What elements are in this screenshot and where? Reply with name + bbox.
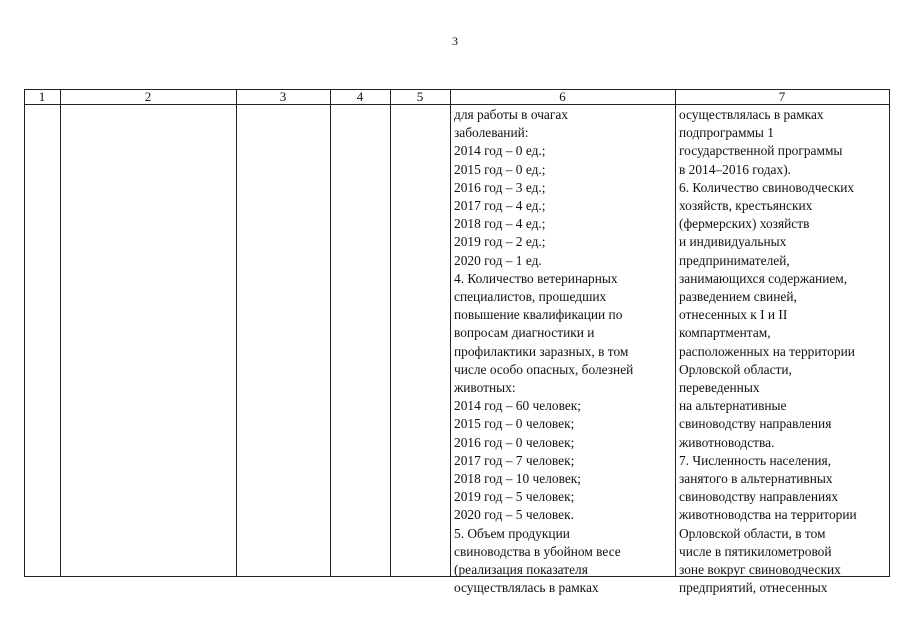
text-line: отнесенных к I и II xyxy=(679,307,788,323)
text-line: 6. Количество свиноводческих xyxy=(679,179,855,195)
text-line: Орловской области, в том xyxy=(679,525,826,541)
text-line: животных: xyxy=(454,380,516,396)
text-line: 2019 год – 2 ед.; xyxy=(454,234,546,250)
page-number: 3 xyxy=(452,34,458,48)
text-line: заболеваний: xyxy=(454,125,529,141)
column-border xyxy=(390,90,391,576)
text-line: вопросам диагностики и xyxy=(454,325,595,341)
text-line: 2019 год – 5 человек; xyxy=(454,489,575,505)
text-line: 2016 год – 0 человек; xyxy=(454,434,575,450)
text-line: Орловской области, xyxy=(679,361,792,377)
text-line: для работы в очагах xyxy=(454,107,568,122)
text-line: и индивидуальных xyxy=(679,234,787,250)
text-line: 2018 год – 10 человек; xyxy=(454,471,582,487)
column-border xyxy=(675,90,676,576)
column-header-4: 4 xyxy=(356,89,364,104)
text-line: числе особо опасных, болезней xyxy=(454,361,634,377)
text-line: животноводства на территории xyxy=(679,507,857,523)
column-header-7: 7 xyxy=(778,89,786,104)
text-line: 2014 год – 0 ед.; xyxy=(454,143,546,159)
column-border xyxy=(236,90,237,576)
text-line: 4. Количество ветеринарных xyxy=(454,270,618,286)
column-border xyxy=(60,90,61,576)
text-line: 2015 год – 0 человек; xyxy=(454,416,575,432)
text-line: специалистов, прошедших xyxy=(454,289,607,305)
column-header-2: 2 xyxy=(144,89,152,104)
text-line: занятого в альтернативных xyxy=(679,471,833,487)
text-line: повышение квалификации по xyxy=(454,307,623,323)
text-line: осуществлялась в рамках xyxy=(454,580,599,596)
text-line: предприятий, отнесенных xyxy=(679,580,828,596)
text-line: расположенных на территории xyxy=(679,343,855,359)
text-line: 2020 год – 1 ед. xyxy=(454,252,542,268)
column-6-text xyxy=(454,106,633,597)
text-line: животноводства. xyxy=(679,434,775,450)
text-line: числе в пятикилометровой xyxy=(679,543,832,559)
text-line: государственной программы xyxy=(679,143,843,159)
column-border xyxy=(889,90,890,576)
text-line: 2014 год – 60 человек; xyxy=(454,398,582,414)
text-line: 2016 год – 3 ед.; xyxy=(454,179,546,195)
column-border xyxy=(450,90,451,576)
text-line: (реализация показателя xyxy=(454,562,588,578)
text-line: подпрограммы 1 xyxy=(679,125,774,141)
text-line: зоне вокруг свиноводческих xyxy=(679,562,841,578)
text-line: 5. Объем продукции xyxy=(454,525,570,541)
text-line: свиноводству направления xyxy=(679,416,832,432)
text-line: профилактики заразных, в том xyxy=(454,343,629,359)
text-line: хозяйств, крестьянских xyxy=(679,198,813,214)
text-line: на альтернативные xyxy=(679,398,787,414)
text-line: 2018 год – 4 ед.; xyxy=(454,216,546,232)
text-line: 2020 год – 5 человек. xyxy=(454,507,574,523)
text-line: разведением свиней, xyxy=(679,289,797,305)
column-header-5: 5 xyxy=(416,89,424,104)
text-line: свиноводства в убойном весе xyxy=(454,543,621,559)
text-line: 2017 год – 7 человек; xyxy=(454,452,575,468)
text-line: осуществлялась в рамках xyxy=(679,107,824,122)
column-7-text xyxy=(679,106,857,597)
text-line: компартментам, xyxy=(679,325,771,341)
column-border xyxy=(330,90,331,576)
column-header-1: 1 xyxy=(38,89,46,104)
text-line: занимающихся содержанием, xyxy=(679,270,848,286)
column-border xyxy=(24,90,25,576)
text-line: 7. Численность населения, xyxy=(679,452,832,468)
column-header-6: 6 xyxy=(559,89,566,104)
column-header-3: 3 xyxy=(279,89,287,104)
text-line: 2017 год – 4 ед.; xyxy=(454,198,546,214)
header-divider xyxy=(24,104,890,105)
text-line: в 2014–2016 годах). xyxy=(679,161,792,177)
text-line: 2015 год – 0 ед.; xyxy=(454,161,546,177)
text-line: предпринимателей, xyxy=(679,252,790,268)
text-line: переведенных xyxy=(679,380,760,396)
data-table xyxy=(24,89,890,596)
text-line: свиноводству направлениях xyxy=(679,489,839,505)
text-line: (фермерских) хозяйств xyxy=(679,216,810,232)
